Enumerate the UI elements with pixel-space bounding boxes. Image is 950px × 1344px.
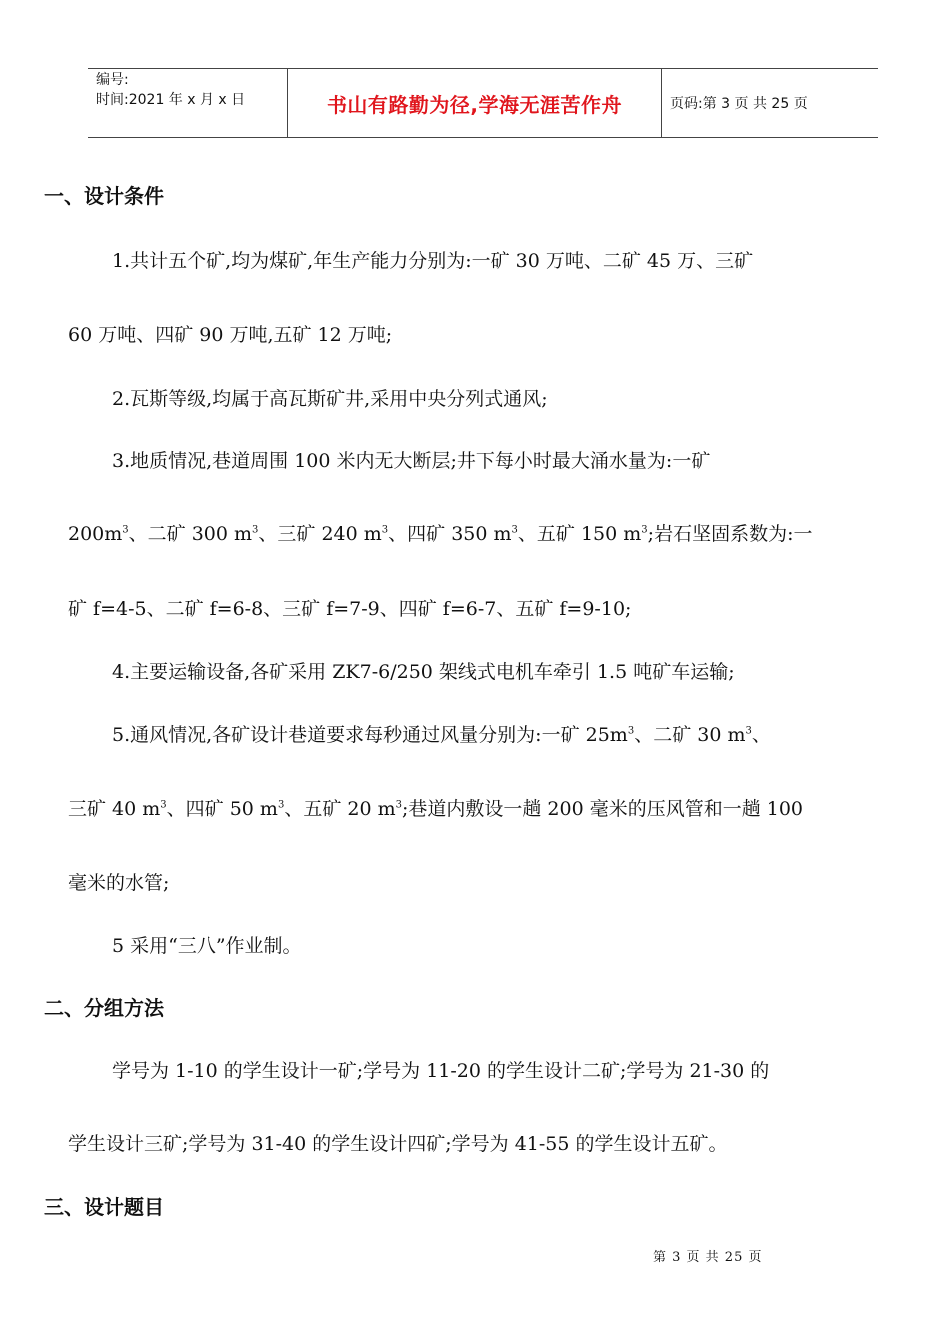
header-motto-cell xyxy=(288,69,662,137)
text-run: ;巷道内敷设一趟 200 毫米的压风管和一趟 100 xyxy=(401,798,804,820)
s1-para-3-line-3: 矿 f=4-5、二矿 f=6-8、三矿 f=7-9、四矿 f=6-7、五矿 f=9-10; xyxy=(68,598,632,620)
text-run: ;岩石坚固系数为:一 xyxy=(647,523,813,545)
document-header xyxy=(88,68,878,138)
s2-para-1-line-1: 学号为 1-10 的学生设计一矿;学号为 11-20 的学生设计二矿;学号为 21-30 的 xyxy=(112,1060,770,1082)
s1-para-5-line-2 xyxy=(68,794,803,821)
s1-para-6: 5 采用“三八”作业制。 xyxy=(112,935,302,957)
superscript: 3 xyxy=(160,799,167,811)
text-run: 、四矿 50 m xyxy=(166,798,278,820)
header-meta-cell xyxy=(88,69,288,137)
s1-para-1-line-2: 60 万吨、四矿 90 万吨,五矿 12 万吨; xyxy=(68,324,393,346)
text-run: 、五矿 20 m xyxy=(284,798,396,820)
section-3-title: 三、设计题目 xyxy=(44,1195,164,1219)
text-run: 5.通风情况,各矿设计巷道要求每秒通过风量分别为:一矿 25m xyxy=(112,724,628,746)
doc-time-label: 时间:2021 年 x 月 x 日 xyxy=(96,92,246,108)
text-run: 、四矿 350 m xyxy=(388,523,512,545)
section-2-title: 二、分组方法 xyxy=(44,996,164,1020)
superscript: 3 xyxy=(627,725,635,737)
s1-para-2: 2.瓦斯等级,均属于高瓦斯矿井,采用中央分列式通风; xyxy=(112,388,548,410)
s1-para-5-line-3: 毫米的水管; xyxy=(68,872,170,894)
text-run: 三矿 40 m xyxy=(68,798,161,820)
text-run: 200m xyxy=(68,523,123,545)
section-1-title: 一、设计条件 xyxy=(44,184,164,208)
superscript: 3 xyxy=(745,725,752,737)
superscript: 3 xyxy=(252,524,259,536)
header-page-cell xyxy=(662,69,878,137)
text-run: 、 xyxy=(751,724,771,746)
s1-para-5-line-1 xyxy=(112,720,771,747)
text-run: 、五矿 150 m xyxy=(517,523,642,545)
superscript: 3 xyxy=(277,799,285,811)
text-run: 、二矿 300 m xyxy=(128,523,253,545)
header-page-info: 页码:第 3 页 共 25 页 xyxy=(670,96,808,112)
superscript: 3 xyxy=(381,524,389,536)
s1-para-3-line-1: 3.地质情况,巷道周围 100 米内无大断层;井下每小时最大涌水量为:一矿 xyxy=(112,450,711,472)
text-run: 、三矿 240 m xyxy=(258,523,382,545)
s2-para-1-line-2: 学生设计三矿;学号为 31-40 的学生设计四矿;学号为 41-55 的学生设计五矿。 xyxy=(68,1133,728,1155)
page-footer: 第 3 页 共 25 页 xyxy=(653,1250,763,1265)
superscript: 3 xyxy=(395,799,402,811)
text-run: 、二矿 30 m xyxy=(634,724,746,746)
s1-para-4: 4.主要运输设备,各矿采用 ZK7-6/250 架线式电机车牵引 1.5 吨矿车运输; xyxy=(112,661,735,683)
header-motto: 书山有路勤为径,学海无涯苦作舟 xyxy=(326,92,623,117)
superscript: 3 xyxy=(122,524,129,536)
superscript: 3 xyxy=(511,524,518,536)
doc-number-label: 编号: xyxy=(96,72,129,88)
s1-para-1-line-1: 1.共计五个矿,均为煤矿,年生产能力分别为:一矿 30 万吨、二矿 45 万、三矿 xyxy=(112,250,754,272)
superscript: 3 xyxy=(641,524,648,536)
s1-para-3-line-2 xyxy=(68,519,812,546)
